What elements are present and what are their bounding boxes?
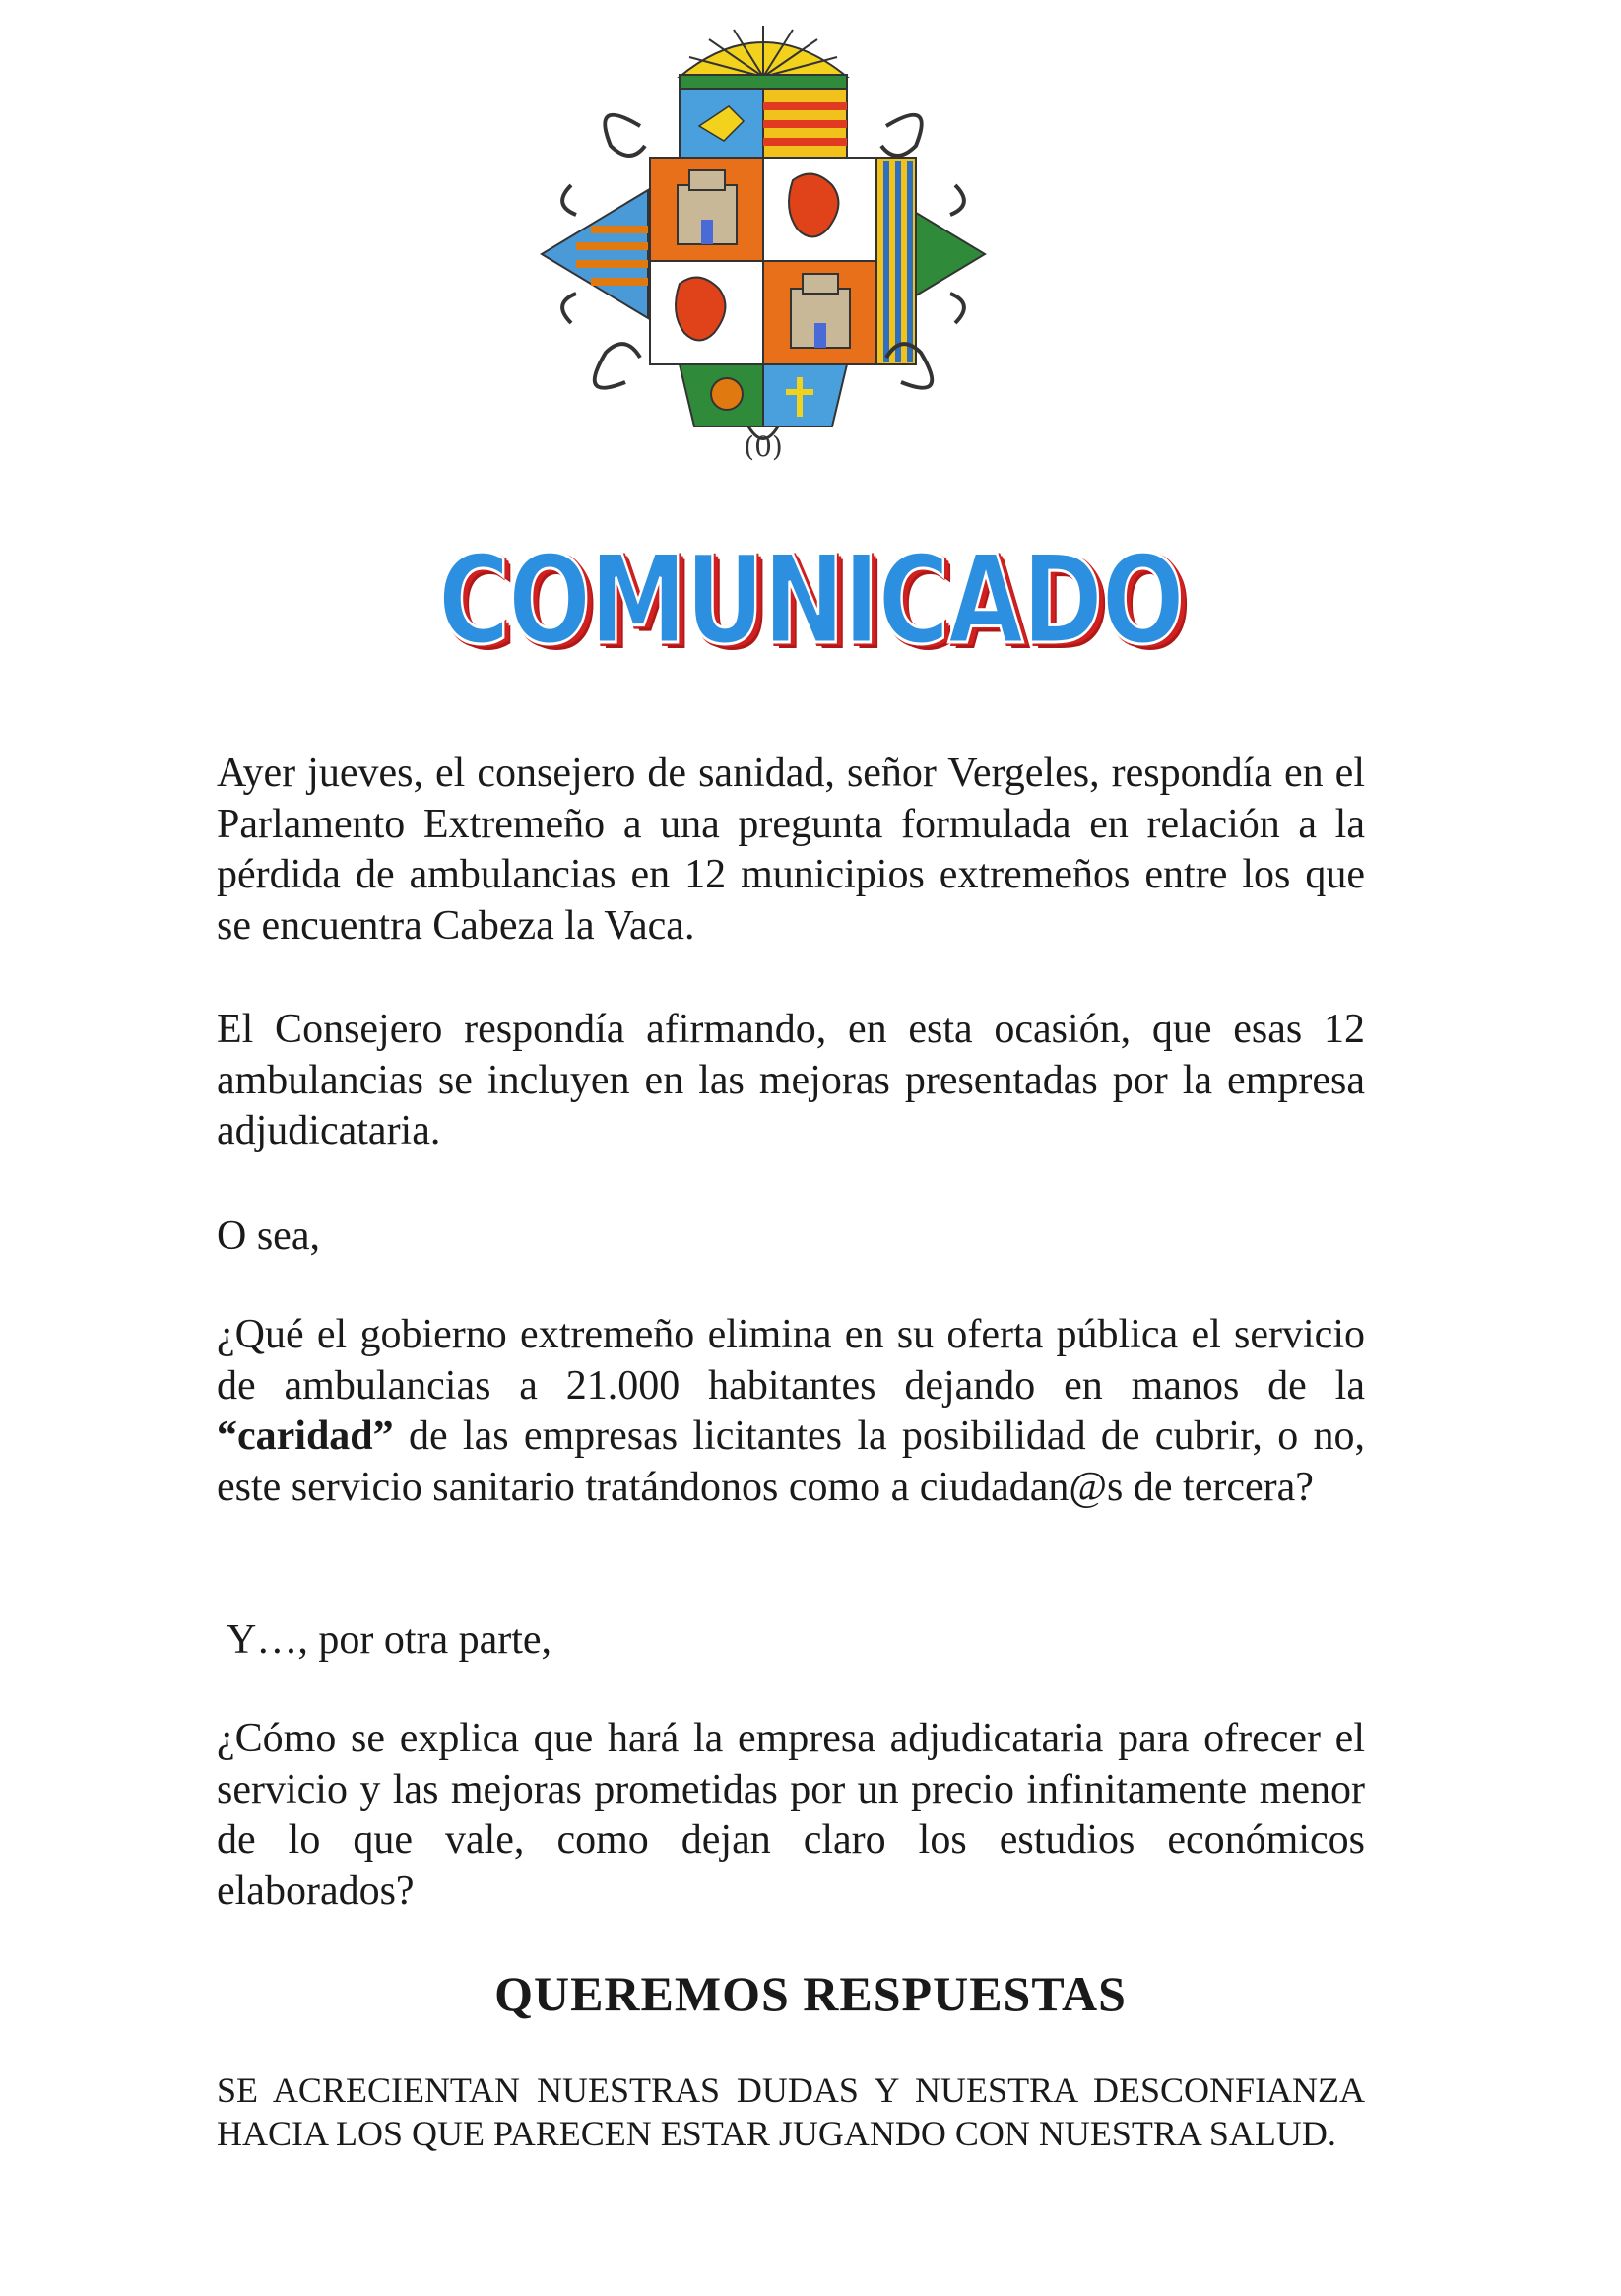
- question-paragraph: [217, 1310, 1365, 1513]
- closing-statement: SE ACRECIENTAN NUESTRAS DUDAS Y NUESTRA DESCONFIANZA HACIA LOS QUE PARECEN ESTAR JUGANDO CON NUESTRA SALUD.: [217, 2070, 1365, 2153]
- bull-head-icon: [711, 378, 743, 410]
- svg-text:(0): (0): [744, 430, 783, 463]
- question-text-after: de las empresas licitantes la posibilidad de cubrir, o no, este servicio sanitario tratándonos como a ciudadan@s de tercera?: [217, 1413, 1365, 1510]
- paragraph-2: El Consejero respondía afirmando, en esta ocasión, que esas 12 ambulancias se incluyen en las mejoras presentadas por la empresa adjudicataria.: [217, 1007, 1365, 1153]
- paragraph-4: Y…, por otra parte,: [227, 1617, 552, 1663]
- coat-of-arms-logo: [532, 18, 995, 491]
- paragraph-5: ¿Cómo se explica que hará la empresa adjudicataria para ofrecer el servicio y las mejoras prometidas por un precio infinitamente menor de lo que vale, como dejan claro los estudios económicos elaborados?: [217, 1716, 1365, 1914]
- paragraph-3: O sea,: [217, 1214, 320, 1259]
- emphasis-caridad: “caridad”: [217, 1413, 394, 1459]
- section-heading: QUEREMOS RESPUESTAS: [494, 1966, 1127, 2021]
- paragraph-1: Ayer jueves, el consejero de sanidad, señor Vergeles, respondía en el Parlamento Extremeño a una pregunta formulada en relación a la pérdida de ambulancias en 12 municipios extremeños entre los que se encuentra Cabeza la Vaca.: [217, 751, 1365, 949]
- crown-fan-icon: [680, 26, 847, 89]
- question-text-before: ¿Qué el gobierno extremeño elimina en su oferta pública el servicio de ambulancias a 21.000 habitantes dejando en manos de la: [217, 1312, 1365, 1409]
- page-title: COMUNICADO: [437, 530, 1184, 672]
